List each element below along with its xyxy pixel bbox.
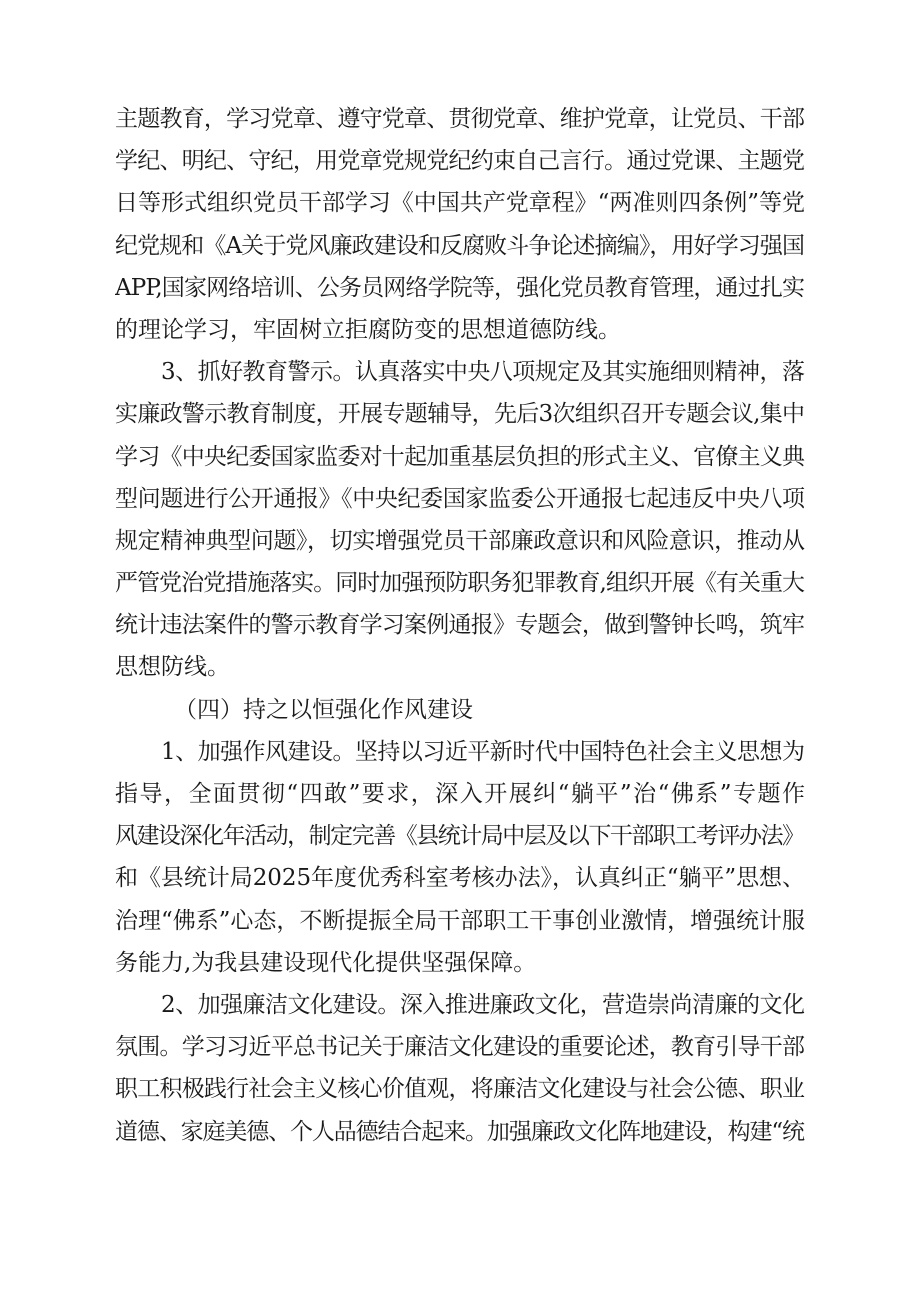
text-line: 3、抓好教育警示。认真落实中央八项规定及其实施细则精神，落: [161, 359, 805, 386]
text-line: 学习《中央纪委国家监委对十起加重基层负担的形式主义、官僚主义典: [115, 443, 805, 470]
text-line: 务能力,为我县建设现代化提供坚强保障。: [115, 949, 537, 976]
text-line: 思想防线。: [115, 654, 230, 681]
text-line: 和《县统计局2025年度优秀科室考核办法》，认真纠正“躺平”思想、: [115, 865, 805, 892]
section-heading: （四）持之以恒强化作风建设: [174, 696, 473, 723]
text-line: 风建设深化年活动，制定完善《县统计局中层及以下干部职工考评办法》: [115, 823, 804, 850]
text-line: 职工积极践行社会主义核心价值观，将廉洁文化建设与社会公德、职业: [115, 1076, 805, 1103]
text-line: 指导，全面贯彻“四敢”要求，深入开展纠“躺平”治“佛系”专题作: [115, 781, 807, 807]
text-line: 2、加强廉洁文化建设。深入推进廉政文化，营造崇尚清廉的文化: [161, 991, 805, 1018]
text-line: 学纪、明纪、守纪，用党章党规党纪约束自己言行。通过党课、主题党: [115, 148, 805, 175]
text-line: 道德、家庭美德、个人品德结合起来。加强廉政文化阵地建设，构建“统: [115, 1118, 804, 1145]
text-line: 统计违法案件的警示教育学习案例通报》专题会，做到警钟长鸣，筑牢: [115, 612, 805, 639]
text-line: 严管党治党措施落实。同时加强预防职务犯罪教育,组织开展《有关重大: [115, 570, 805, 597]
text-line: 纪党规和《A关于党风廉政建设和反腐败斗争论述摘编》，用好学习强国: [115, 232, 805, 259]
text-line: 日等形式组织党员干部学习《中国共产党章程》“两准则四条例”等党: [115, 190, 805, 217]
text-line: APP,国家网络培训、公务员网络学院等，强化党员教育管理，通过扎实: [115, 274, 805, 301]
text-line: 主题教育，学习党章、遵守党章、贯彻党章、维护党章，让党员、干部: [115, 106, 805, 132]
text-line: 实廉政警示教育制度，开展专题辅导，先后3次组织召开专题会议,集中: [115, 401, 805, 428]
text-line: 的理论学习，牢固树立拒腐防变的思想道德防线。: [115, 316, 621, 343]
text-line: 规定精神典型问题》，切实增强党员干部廉政意识和风险意识，推动从: [115, 527, 805, 554]
document-body: [115, 98, 835, 1153]
text-line: 治理“佛系”心态，不断提振全局干部职工干事创业激情，增强统计服: [115, 907, 805, 934]
text-line: 氛围。学习习近平总书记关于廉洁文化建设的重要论述，教育引导干部: [115, 1034, 805, 1061]
text-line: 1、加强作风建设。坚持以习近平新时代中国特色社会主义思想为: [161, 738, 805, 765]
text-line: 型问题进行公开通报》《中央纪委国家监委公开通报七起违反中央八项: [115, 485, 805, 512]
